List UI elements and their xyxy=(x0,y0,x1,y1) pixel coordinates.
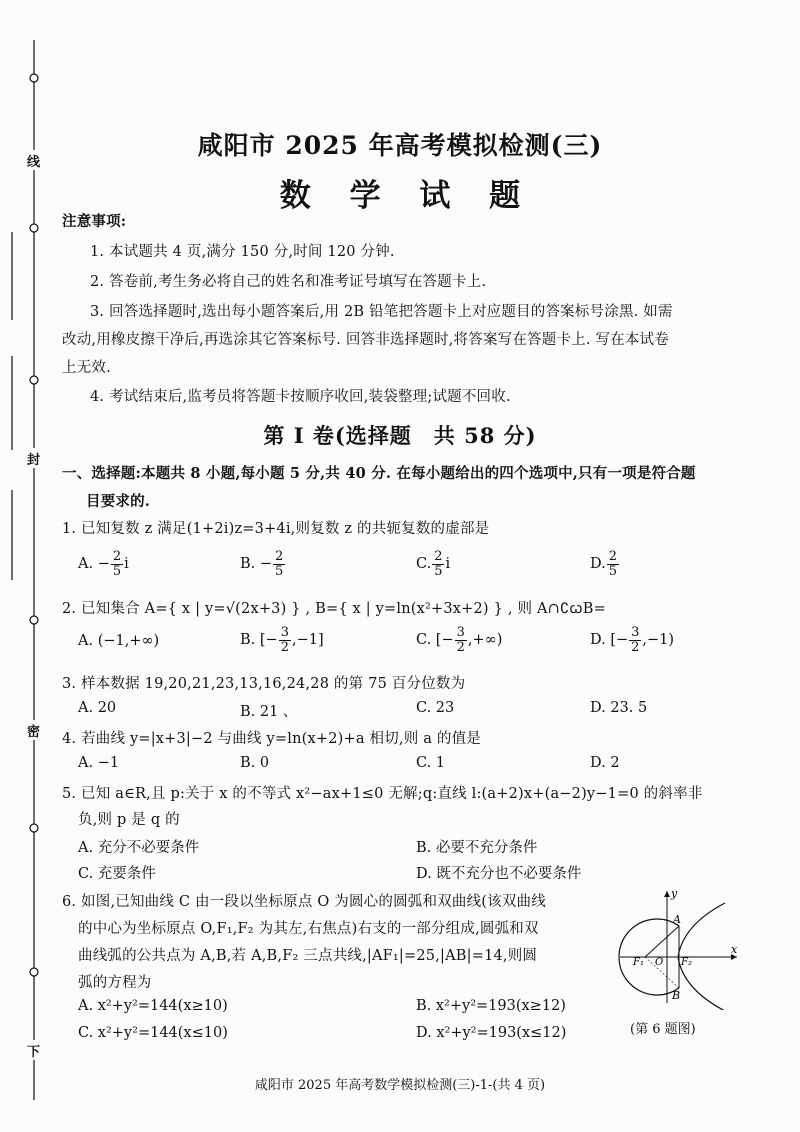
figure-label-f2: F₂ xyxy=(681,957,692,968)
q4-option-c: C. 1 xyxy=(416,755,446,771)
figure-label-b: B xyxy=(672,989,681,1002)
figure-label-x: x xyxy=(731,943,738,956)
exam-title: 咸阳市 2025 年高考模拟检测(三) xyxy=(197,131,603,160)
q3-option-d: D. 23. 5 xyxy=(590,700,648,716)
notice-item-1: 1. 本试题共 4 页,满分 150 分,时间 120 分钟. xyxy=(90,244,395,260)
q1-option-a: A. − $\frac{2}{5}$ i xyxy=(78,549,129,579)
q1-option-d: D. $\frac{2}{5}$ xyxy=(590,549,617,579)
notice-item-3-cont: 改动,用橡皮擦干净后,再选涂其它答案标号. 回答非选择题时,将答案写在答题卡上. 写在本试卷 xyxy=(62,332,669,348)
section-title: 第 I 卷(选择题 共 58 分) xyxy=(263,423,537,448)
q4-option-d: D. 2 xyxy=(590,755,620,771)
q2-option-c: C. [− $\frac{3}{2}$ ,+∞) xyxy=(416,625,503,655)
q2-option-a: A. (−1,+∞) xyxy=(78,633,160,649)
q5-stem-cont: 负,则 p 是 q 的 xyxy=(78,812,180,828)
margin-label-feng: 封 xyxy=(27,453,41,468)
q6-stem-line2: 的中心为坐标原点 O,F₁,F₂ 为其左,右焦点)右支的一部分组成,圆弧和双 xyxy=(78,921,539,937)
figure-label-y: y xyxy=(671,887,678,900)
q2-option-b: B. [− $\frac{3}{2}$ ,−1] xyxy=(240,625,324,655)
q3-option-c: C. 23 xyxy=(416,700,455,716)
notice-item-3-end: 上无效. xyxy=(62,360,111,376)
figure-caption: (第 6 题图) xyxy=(630,1022,696,1037)
q2-stem: 2. 已知集合 A={ x | y=√(2x+3) } , B={ x | y=ln(x²+3x+2) } , 则 A∩∁ꞷB= xyxy=(62,601,606,617)
q6-stem: 6. 如图,已知曲线 C 由一段以坐标原点 O 为圆心的圆弧和双曲线(该双曲线 xyxy=(62,894,546,910)
q6-stem-line4: 弧的方程为 xyxy=(78,975,152,991)
q5-option-a: A. 充分不必要条件 xyxy=(78,840,200,856)
figure-label-a: A xyxy=(673,913,681,926)
q5-option-b: B. 必要不充分条件 xyxy=(416,840,538,856)
figure-q6 xyxy=(615,885,745,1010)
page-footer: 咸阳市 2025 年高考数学模拟检测(三)-1-(共 4 页) xyxy=(254,1078,546,1093)
q1-stem: 1. 已知复数 z 满足(1+2i)z=3+4i,则复数 z 的共轭复数的虚部是 xyxy=(62,521,490,537)
q1-option-b: B. − $\frac{2}{5}$ xyxy=(240,549,284,579)
q5-option-d: D. 既不充分也不必要条件 xyxy=(416,866,582,882)
q3-option-b: B. 21 、 xyxy=(240,704,298,720)
notice-item-2: 2. 答卷前,考生务必将自己的姓名和准考证号填写在答题卡上. xyxy=(90,274,487,290)
q4-option-a: A. −1 xyxy=(78,755,120,771)
section-instruction-cont: 目要求的. xyxy=(86,493,151,510)
notice-item-3: 3. 回答选择题时,选出每小题答案后,用 2B 铅笔把答题卡上对应题目的答案标号涂黑. 如需 xyxy=(90,304,673,320)
q6-option-d: D. x²+y²=193(x≤12) xyxy=(416,1025,567,1041)
q1-option-c: C. $\frac{2}{5}$ i xyxy=(416,549,451,579)
subject-title: 数 学 试 题 xyxy=(279,178,535,214)
q4-stem: 4. 若曲线 y=|x+3|−2 与曲线 y=ln(x+2)+a 相切,则 a 的值是 xyxy=(62,731,481,747)
notice-item-4: 4. 考试结束后,监考员将答题卡按顺序收回,装袋整理;试题不回收. xyxy=(90,389,511,405)
figure-label-f1: F₁ xyxy=(633,957,644,968)
q6-stem-line3: 曲线弧的公共点为 A,B,若 A,B,F₂ 三点共线,|AF₁|=25,|AB|=14,则圆 xyxy=(78,948,538,964)
q5-option-c: C. 充要条件 xyxy=(78,866,156,882)
margin-label-mi: 密 xyxy=(27,725,41,740)
q3-stem: 3. 样本数据 19,20,21,23,13,16,24,28 的第 75 百分位数为 xyxy=(62,676,466,692)
q6-option-b: B. x²+y²=193(x≥12) xyxy=(416,998,566,1014)
q3-option-a: A. 20 xyxy=(78,700,117,716)
q2-option-d: D. [− $\frac{3}{2}$ ,−1) xyxy=(590,625,675,655)
q4-option-b: B. 0 xyxy=(240,755,270,771)
margin-label-xian: 线 xyxy=(27,155,41,170)
section-instruction: 一、选择题:本题共 8 小题,每小题 5 分,共 40 分. 在每小题给出的四个选项中,只有一项是符合题 xyxy=(62,465,696,482)
q5-stem: 5. 已知 a∈R,且 p:关于 x 的不等式 x²−ax+1≤0 无解;q:直线 l:(a+2)x+(a−2)y−1=0 的斜率非 xyxy=(62,786,703,802)
q6-option-a: A. x²+y²=144(x≥10) xyxy=(78,998,228,1014)
margin-label-xia: 下 xyxy=(27,1045,41,1060)
q6-option-c: C. x²+y²=144(x≤10) xyxy=(78,1025,228,1041)
figure-label-o: O xyxy=(655,957,664,968)
notice-heading: 注意事项: xyxy=(62,213,127,230)
